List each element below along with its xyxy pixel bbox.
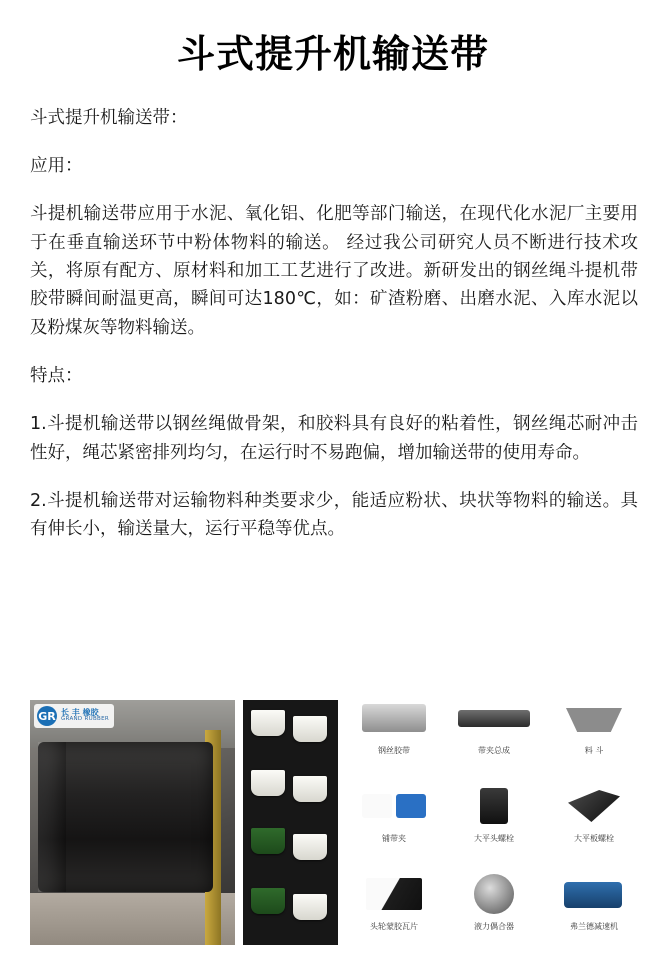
paragraph-feature-2: 2.斗提机输送带对运输物料种类要求少，能适应粉状、块状等物料的输送。具有伸长小，输送量大，运行平稳等优点。 — [30, 491, 638, 540]
bucket-item — [293, 834, 327, 860]
thumbnail-cell — [548, 780, 640, 866]
bucket-item — [251, 770, 285, 796]
bucket-item — [293, 776, 327, 802]
logo-mark: GR — [37, 706, 57, 726]
logo-chinese-name: 长 丰 橡胶 — [61, 707, 99, 717]
paragraph-feature-1: 1.斗提机输送带以钢丝绳做骨架，和胶料具有良好的粘着性，钢丝绳芯耐冲击性好，绳芯紧密排列均匀，在运行时不易跑偏，增加输送带的使用寿命。 — [30, 414, 638, 463]
thumbnail-cell — [348, 780, 440, 866]
bucket-item — [251, 828, 285, 854]
thumbnail-cell — [548, 868, 640, 954]
paragraph-intro: 斗式提升机输送带： — [30, 107, 188, 128]
thumbnail-caption: 大平板螺栓 — [574, 834, 614, 843]
document-page — [0, 32, 666, 962]
flat-plate-bolt-image — [552, 780, 636, 832]
flat-head-bolt-image — [452, 780, 536, 832]
thumbnail-cell — [448, 780, 540, 866]
bucket-item — [293, 716, 327, 742]
bucket-item — [293, 894, 327, 920]
thumbnail-caption: 弗兰德减速机 — [570, 922, 618, 931]
paragraph-application-heading: 应用： — [30, 155, 83, 176]
thumbnail-caption: 带夹总成 — [478, 746, 510, 755]
logo-english-name: GRAND RUBBER — [61, 716, 110, 723]
thumbnail-cell — [548, 692, 640, 778]
bucket-row — [249, 706, 332, 762]
head-pulley-rubber-tile-image — [352, 868, 436, 920]
conveyor-belt-roll-photo — [30, 700, 235, 945]
bucket-item — [251, 710, 285, 736]
page-title: 斗式提升机输送带 — [176, 32, 489, 76]
company-logo — [34, 704, 114, 728]
product-image-gallery — [0, 680, 666, 962]
hydraulic-coupler-image — [452, 868, 536, 920]
paragraph-features-heading: 特点： — [30, 366, 83, 386]
thumbnail-caption: 液力偶合器 — [474, 922, 514, 931]
component-thumbnail-grid — [348, 692, 640, 954]
bucket-row — [249, 764, 332, 820]
paragraph-application-body: 斗提机输送带应用于水泥、氧化铝、化肥等部门输送，在现代化水泥厂主要用于在垂直输送环节中粉体物料的输送。 经过我公司研究人员不断进行技术攻关，将原有配方、原材料和加工工艺进行了改进。新研发出的钢丝绳斗提机带胶带瞬间耐温更高，瞬间可达180℃，如：矿渣粉磨、出磨水泥、入库水泥以及粉煤灰等物料输送。 — [30, 204, 638, 338]
flender-gear-reducer-image — [552, 868, 636, 920]
thumbnail-caption: 铺带夹 — [382, 834, 406, 843]
thumbnail-cell — [448, 692, 540, 778]
thumbnail-caption: 料 斗 — [584, 746, 604, 755]
hopper-image — [552, 692, 636, 744]
belt-clamp-assembly-image — [452, 692, 536, 744]
belt-pad-clip-image — [352, 780, 436, 832]
thumbnail-caption: 头轮蒙胶瓦片 — [370, 922, 418, 931]
thumbnail-cell — [448, 868, 540, 954]
bucket-row — [249, 824, 332, 880]
article-body — [0, 104, 666, 544]
thumbnail-cell — [348, 868, 440, 954]
thumbnail-caption: 大平头螺栓 — [474, 834, 514, 843]
steel-cord-belt-image — [352, 692, 436, 744]
thumbnail-cell — [348, 692, 440, 778]
elevator-buckets-photo — [243, 700, 338, 945]
thumbnail-caption: 钢丝胶带 — [378, 746, 410, 755]
belt-roll-shape — [38, 742, 213, 892]
bucket-item — [251, 888, 285, 914]
